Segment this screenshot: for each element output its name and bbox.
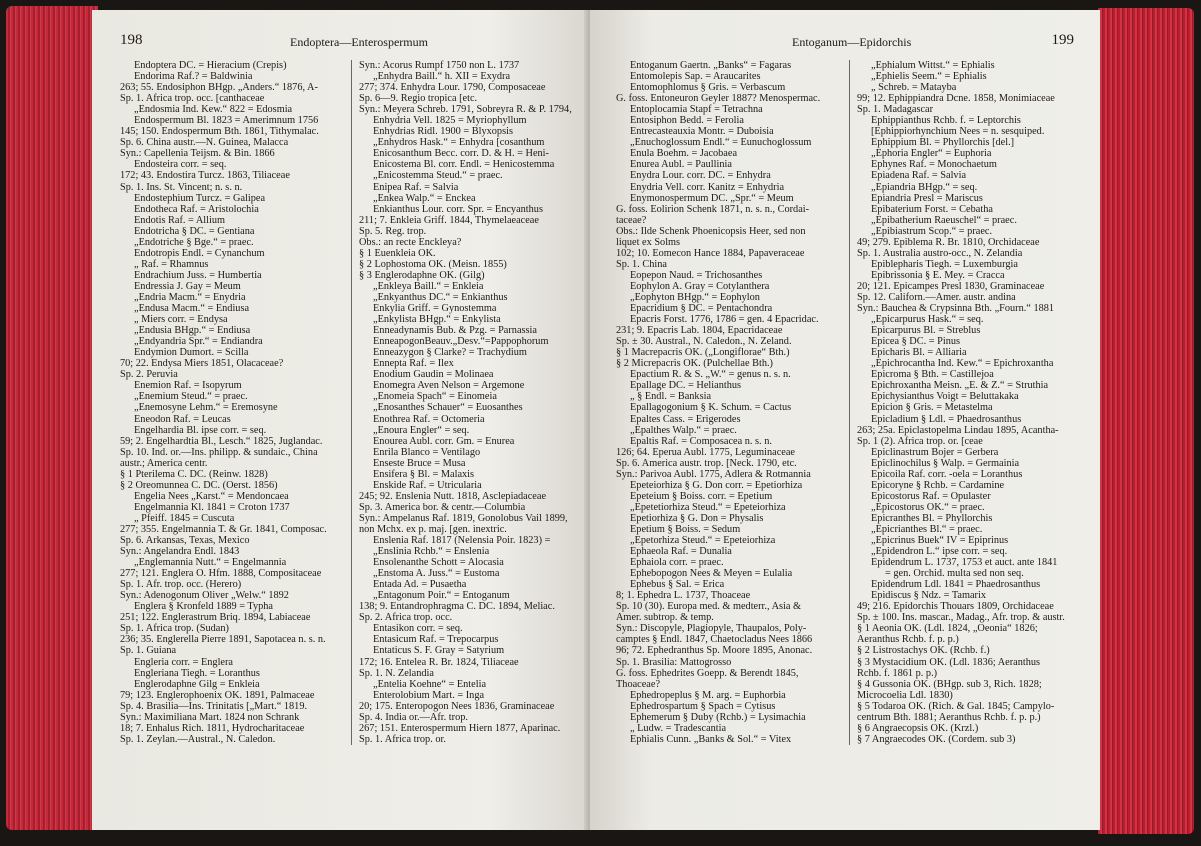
dictionary-entry-line: Epichroxantha Meisn. „E. & Z.“ = Struthia — [871, 380, 1049, 392]
dictionary-entry-line: Enskide Raf. = Utricularia — [373, 479, 482, 491]
dictionary-entry-line: Sp. 1 (2). Africa trop. or. [ceae — [857, 435, 983, 447]
dictionary-entry-line: 99; 12. Ephippiandra Dcne. 1858, Monimiaceae — [857, 93, 1055, 105]
dictionary-entry-line: „Enkyanthus DC.“ = Enkianthus — [373, 291, 508, 303]
dictionary-entry-line: § 1 Aeonia OK. (Ldl. 1824, „Oeonia“ 1826; — [857, 623, 1038, 635]
dictionary-entry-line: Epibrissonia § E. Mey. = Cracca — [871, 269, 1005, 281]
dictionary-entry-line: Epacris Forst. 1776, 1786 = gen. 4 Epacridac. — [630, 314, 819, 326]
dictionary-entry-line: „Endyandria Spr.“ = Endiandra — [134, 336, 263, 348]
dictionary-entry-line: § 1 Macrepacris OK. („Longiflorae“ Bth.) — [616, 347, 790, 359]
dictionary-entry-line: § 3 Englerodaphne OK. (Gilg) — [359, 269, 485, 281]
right-page — [590, 10, 1100, 830]
dictionary-entry-line: § 2 Lophostoma OK. (Meisn. 1855) — [359, 258, 507, 270]
dictionary-entry-line: Entrecasteauxia Montr. = Duboisia — [630, 126, 774, 138]
dictionary-entry-line: Enneadynamis Bub. & Pzg. = Parnassia — [373, 325, 537, 337]
dictionary-entry-line: „Endria Macm.“ = Enydria — [134, 291, 246, 303]
dictionary-entry-line: liquet ex Solms — [616, 236, 681, 248]
dictionary-entry-line: Engleriana Tiegh. = Loranthus — [134, 667, 260, 679]
dictionary-entry-line: 277; 374. Enhydra Lour. 1790, Composaceae — [359, 82, 546, 94]
dictionary-entry-line: EnneapogonBeauv.„Desv.“=Pappophorum — [373, 336, 549, 348]
dictionary-entry-line: Engelhardia Bl. ipse corr. = seq. — [134, 424, 267, 436]
dictionary-entry-line: Endoptera DC. = Hieracium (Crepis) — [134, 60, 287, 71]
dictionary-entry-line: Eophylon A. Gray = Cotylanthera — [630, 280, 770, 292]
dictionary-entry-line: Epicharis Bl. = Alliaria — [871, 347, 967, 359]
dictionary-entry-line: Epetiorhiza § G. Don = Physalis — [630, 512, 764, 524]
dictionary-entry-line: „Epicostorus OK.“ = praec. — [871, 501, 985, 513]
dictionary-entry-line: Epiclinastrum Bojer = Gerbera — [871, 446, 999, 458]
dictionary-entry-line: „Enslinia Rchb.“ = Enslenia — [373, 546, 490, 558]
dictionary-entry-line: Enicosanthum Becc. corr. D. & H. = Heni- — [373, 148, 549, 160]
dictionary-entry-line: Sp. 6. China austr.—N. Guinea, Malacca — [120, 137, 289, 149]
dictionary-entry-line: „Epiandria BHgp.“ = seq. — [871, 181, 978, 193]
dictionary-entry-line: Ephaeola Raf. = Dunalia — [630, 546, 732, 558]
dictionary-entry-line: Ephaiola corr. = praec. — [630, 557, 724, 569]
dictionary-entry-line: 245; 92. Enslenia Nutt. 1818, Asclepiadaceae — [359, 490, 547, 502]
dictionary-entry-line: „Epicrianthes Bl.“ = praec. — [871, 523, 983, 535]
running-head-left: Endoptera—Enterospermum — [290, 35, 428, 49]
dictionary-entry-line: Syn.: Adenogonum Oliver „Welw.“ 1892 — [120, 590, 289, 602]
dictionary-entry-line: = gen. Orchid. multa sed non seq. — [885, 568, 1024, 580]
dictionary-entry-line: Endotheca Raf. = Aristolochia — [134, 203, 259, 215]
dictionary-entry-line: 18; 7. Enhalus Rich. 1811, Hydrocharitaceae — [120, 722, 305, 734]
dictionary-entry-line: Sp. 1. Zeylan.—Austral., N. Caledon. — [120, 733, 276, 745]
dictionary-entry-line: „Ephoria Engler“ = Euphoria — [871, 148, 992, 160]
dictionary-entry-line: 145; 150. Endospermum Bth. 1861, Tithymalac. — [120, 126, 319, 138]
dictionary-entry-line: Epichysianthus Voigt = Beluttakaka — [871, 391, 1019, 403]
dictionary-entry-line: „Englemannia Nutt.“ = Engelmannia — [134, 557, 287, 569]
dictionary-entry-line: Thoaceae? — [616, 678, 661, 690]
dictionary-entry-line: Ephedrospartum § Spach = Cytisus — [630, 700, 776, 712]
dictionary-entry-line: Enkylia Griff. = Gynostemma — [373, 303, 497, 315]
dictionary-entry-line: Obs.: Ilde Schenk Phoenicopsis Heer, sed non — [616, 225, 806, 237]
dictionary-entry-line: 8; 1. Ephedra L. 1737, Thoaceae — [616, 590, 751, 602]
dictionary-entry-line: § 2 Oreomunnea C. DC. (Oerst. 1856) — [120, 479, 278, 491]
right-page-column-1 — [616, 60, 850, 745]
book-edge-right — [1098, 8, 1194, 834]
dictionary-entry-line: Enslenia Raf. 1817 (Nelensia Poir. 1823) = — [373, 535, 551, 547]
dictionary-entry-line: Sp. 10. Ind. or.—Ins. philipp. & sundaic., China — [120, 446, 318, 458]
dictionary-entry-line: 102; 10. Eomecon Hance 1884, Papaveraceae — [616, 247, 805, 259]
dictionary-entry-line: Enodium Gaudin = Molinaea — [373, 369, 494, 381]
dictionary-entry-line: Enhydria Vell. 1825 = Myriophyllum — [373, 115, 527, 127]
dictionary-entry-line: Syn.: Ampelanus Raf. 1819, Gonolobus Vail 1899, — [359, 512, 568, 524]
dictionary-entry-line: Entomolepis Sap. = Araucarites — [630, 71, 761, 83]
dictionary-entry-line: Sp. 4. India or.—Afr. trop. — [359, 711, 468, 723]
dictionary-entry-line: Epallagogonium § K. Schum. = Cactus — [630, 402, 792, 414]
dictionary-entry-line: G. foss. Eolirion Schenk 1871, n. s. n., Cordai- — [616, 203, 810, 215]
dictionary-entry-line: „Entelia Koehne“ = Entelia — [373, 678, 487, 690]
dictionary-entry-line: Enothrea Raf. = Octomeria — [373, 413, 485, 425]
dictionary-entry-line: „ Raf. = Rhamnus — [134, 258, 209, 270]
dictionary-entry-line: Epacridium § DC. = Pentachondra — [630, 303, 773, 315]
dictionary-entry-line: Sp. 6. America austr. trop. [Neck. 1790, etc. — [616, 457, 797, 469]
dictionary-entry-line: Sp. 6—9. Regio tropica [etc. — [359, 93, 478, 105]
dictionary-entry-line: Syn.: Discopyle, Plagiopyle, Thaupalos, Poly- — [616, 623, 807, 635]
dictionary-entry-line: Enseste Bruce = Musa — [373, 457, 466, 469]
dictionary-entry-line: Ephialis Cunn. „Banks & Sol.“ = Vitex — [630, 733, 792, 745]
dictionary-entry-line: „Enhydros Hask.“ = Enhydra [cosanthum — [373, 137, 545, 149]
page-number-right: 199 — [1051, 32, 1074, 48]
dictionary-entry-line: Enula Boehm. = Jacobaea — [630, 148, 738, 160]
dictionary-entry-line: Endymion Dumort. = Scilla — [134, 347, 249, 359]
dictionary-entry-line: Sp. 1. N. Zelandia — [359, 667, 434, 679]
dictionary-entry-line: Entomophlomus § Gris. = Verbascum — [630, 82, 786, 94]
dictionary-entry-line: „Enoura Engler“ = seq. — [373, 424, 470, 436]
dictionary-entry-line: 70; 22. Endysa Miers 1851, Olacaceae? — [120, 358, 284, 370]
dictionary-entry-line: 49; 216. Epidorchis Thouars 1809, Orchidaceae — [857, 601, 1054, 613]
dictionary-entry-line: Sp. 1. China — [616, 258, 667, 270]
running-head-right: Entoganum—Epidorchis — [792, 35, 912, 49]
dictionary-entry-line: Epiclinochilus § Walp. = Germainia — [871, 457, 1020, 469]
dictionary-entry-line: austr.; America centr. — [120, 457, 208, 469]
dictionary-entry-line: Syn.: Meyera Schreb. 1791, Sobreyra R. & P. 1794, — [359, 104, 572, 116]
dictionary-entry-line: „ Miers corr. = Endysa — [134, 314, 228, 326]
dictionary-entry-line: „Eophyton BHgp.“ = Eophylon — [630, 291, 760, 303]
dictionary-entry-line: „Enstoma A. Juss.“ = Eustoma — [373, 568, 500, 580]
dictionary-entry-line: [Ephippiorhynchium Nees = n. sesquiped. — [871, 126, 1045, 138]
dictionary-entry-line: „Enuchoglossum Endl.“ = Eunuchoglossum — [630, 137, 812, 149]
dictionary-entry-line: Epiadena Raf. = Salvia — [871, 170, 967, 182]
dictionary-entry-line: Sp. 1. Ins. St. Vincent; n. s. n. — [120, 181, 243, 193]
dictionary-entry-line: Endrachium Juss. = Humbertia — [134, 269, 262, 281]
dictionary-entry-line: Enurea Aubl. = Paullinia — [630, 159, 732, 171]
dictionary-entry-line: „Enicostemma Steud.“ = praec. — [373, 170, 503, 182]
dictionary-entry-line: 96; 72. Ephedranthus Sp. Moore 1895, Anonac. — [616, 645, 813, 657]
dictionary-entry-line: Sp. 1. Africa trop. (Sudan) — [120, 623, 229, 635]
dictionary-entry-line: „Enemosyne Lehm.“ = Eremosyne — [134, 402, 278, 414]
dictionary-entry-line: Ensolenanthe Schott = Alocasia — [373, 557, 504, 569]
dictionary-entry-line: Obs.: an recte Enckleya? — [359, 236, 462, 248]
dictionary-entry-line: Sp. 1. Brasilia: Mattogrosso — [616, 656, 732, 668]
dictionary-entry-line: Sp. 1. Madagascar — [857, 104, 934, 116]
right-page-header — [616, 32, 1088, 56]
dictionary-entry-line: Engleria corr. = Englera — [134, 656, 234, 668]
dictionary-entry-line: Entasicum Raf. = Trepocarpus — [373, 634, 499, 646]
left-page-header — [120, 32, 574, 56]
left-page — [92, 10, 588, 830]
dictionary-entry-line: Enemion Raf. = Isopyrum — [134, 380, 242, 392]
dictionary-entry-line: Entaticus S. F. Gray = Satyrium — [373, 645, 505, 657]
dictionary-entry-line: Endorima Raf.? = Baldwinia — [134, 71, 253, 83]
dictionary-entry-line: Enomegra Aven Nelson = Argemone — [373, 380, 525, 392]
dictionary-entry-line: § 6 Angraecopsis OK. (Krzl.) — [857, 722, 979, 734]
dictionary-entry-line: Epicostorus Raf. = Opulaster — [871, 490, 991, 502]
dictionary-entry-line: Epetium § Boiss. = Sedum — [630, 523, 741, 535]
dictionary-entry-line: „Enomeia Spach“ = Einomeia — [373, 391, 497, 403]
dictionary-entry-line: Sp. 2. Peruvia — [120, 369, 178, 381]
dictionary-entry-line: Epidendrum Ldl. 1841 = Phaedrosanthus — [871, 579, 1041, 591]
dictionary-entry-line: Enterolobium Mart. = Inga — [373, 689, 485, 701]
dictionary-entry-line: Ephebopogon Nees & Meyen = Eulalia — [630, 568, 793, 580]
dictionary-entry-line: Enhydrias Ridl. 1900 = Blyxopsis — [373, 126, 513, 138]
dictionary-entry-line: 231; 9. Epacris Lab. 1804, Epacridaceae — [616, 325, 783, 337]
dictionary-entry-line: Epiandria Presl = Mariscus — [871, 192, 983, 204]
dictionary-entry-line: Microcoelia Ldl. 1830) — [857, 689, 953, 701]
dictionary-entry-line: Epibaterium Forst. = Cebatha — [871, 203, 993, 215]
dictionary-entry-line: Eopepon Naud. = Trichosanthes — [630, 269, 763, 281]
dictionary-entry-line: Epactium R. & S. „W.“ = genus n. s. n. — [630, 369, 791, 381]
dictionary-entry-line: Epicoila Raf. corr. -oela = Loranthus — [871, 468, 1023, 480]
dictionary-entry-line: Enneazygon § Clarke? = Trachydium — [373, 347, 527, 359]
dictionary-entry-line: 236; 35. Englerella Pierre 1891, Sapotacea n. s. n. — [120, 634, 326, 646]
dictionary-entry-line: camptes § Endl. 1847, Chaetocladus Nees 1866 — [616, 634, 813, 646]
dictionary-entry-line: Ephippianthus Rchb. f. = Leptorchis — [871, 115, 1021, 127]
dictionary-entry-line: „Epibatherium Raeuschel“ = praec. — [871, 214, 1017, 226]
dictionary-entry-line: „Enemium Steud.“ = praec. — [134, 391, 248, 403]
dictionary-entry-line: Entoganum Gaertn. „Banks“ = Fagaras — [630, 60, 792, 71]
dictionary-entry-line: 20; 175. Enteropogon Nees 1836, Graminaceae — [359, 700, 555, 712]
dictionary-entry-line: Epeteium § Boiss. corr. = Epetium — [630, 490, 773, 502]
dictionary-entry-line: „Ephialum Wittst.“ = Ephialis — [871, 60, 995, 71]
dictionary-entry-line: Entosiphon Bedd. = Ferolia — [630, 115, 744, 127]
dictionary-entry-line: non Mchx. ex p. maj. [gen. inextric. — [359, 523, 507, 535]
dictionary-entry-line: Epicladium § Ldl. = Phaedrosanthus — [871, 413, 1022, 425]
dictionary-entry-line: Syn.: Angelandra Endl. 1843 — [120, 546, 240, 558]
dictionary-entry-line: § 1 Pterilema C. DC. (Reinw. 1828) — [120, 468, 268, 480]
dictionary-entry-line: Entoplocamia Stapf = Tetrachna — [630, 104, 763, 116]
dictionary-entry-line: Eneodon Raf. = Leucas — [134, 413, 231, 425]
dictionary-entry-line: „ Pfeiff. 1845 = Cuscuta — [134, 512, 235, 524]
dictionary-entry-line: Epicion § Gris. = Metastelma — [871, 402, 993, 414]
dictionary-entry-line: Ephippium Bl. = Phyllorchis [del.] — [871, 137, 1015, 149]
dictionary-entry-line: 267; 151. Enterospermum Hiern 1877, Aparinac. — [359, 722, 561, 734]
dictionary-entry-line: Ephynes Raf. = Monochaetum — [871, 159, 997, 171]
right-page-column-2 — [850, 60, 1086, 745]
dictionary-entry-line: „Epicrinus Buek“ IV = Epiprinus — [871, 535, 1009, 547]
page-number-left: 198 — [120, 32, 143, 48]
dictionary-entry-line: Ensifera § Bl. = Malaxis — [373, 468, 475, 480]
dictionary-entry-line: 172; 43. Endostira Turcz. 1863, Tiliaceae — [120, 170, 290, 182]
dictionary-entry-line: Epicroma § Bth. = Castillejoa — [871, 369, 994, 381]
dictionary-entry-line: 251; 122. Englerastrum Briq. 1894, Labiaceae — [120, 612, 311, 624]
dictionary-entry-line: Enkianthus Lour. corr. Spr. = Encyanthus — [373, 203, 543, 215]
dictionary-entry-line: „Epibiastrum Scop.“ = praec. — [871, 225, 993, 237]
dictionary-entry-line: Ennepta Raf. = Ilex — [373, 358, 454, 370]
dictionary-entry-line: 211; 7. Enkleia Griff. 1844, Thymelaeaceae — [359, 214, 539, 226]
dictionary-entry-line: Entasikon corr. = seq. — [373, 623, 463, 635]
dictionary-entry-line: Sp. 10 (30). Europa med. & medterr., Asia & — [616, 601, 802, 613]
dictionary-entry-line: taceae? — [616, 214, 647, 226]
dictionary-entry-line: Amer. subtrop. & temp. — [616, 612, 714, 624]
dictionary-entry-line: Epiblepharis Tiegh. = Luxemburgia — [871, 258, 1018, 270]
dictionary-entry-line: Endosteira corr. = seq. — [134, 159, 227, 171]
dictionary-entry-line: Ephebus § Sal. = Erica — [630, 579, 725, 591]
dictionary-entry-line: „ § Endl. = Banksia — [630, 391, 712, 403]
dictionary-entry-line: Epicoryne § Rchb. = Cardamine — [871, 479, 1005, 491]
dictionary-entry-line: Syn.: Bauchea & Crypsinna Bth. „Fourn.“ 1881 — [857, 303, 1055, 315]
dictionary-entry-line: Sp. 2. Africa trop. occ. — [359, 612, 453, 624]
dictionary-entry-line: Syn.: Parivoa Aubl. 1775, Adlera & Rotmannia — [616, 468, 811, 480]
dictionary-entry-line: Sp. 6. Arkansas, Texas, Mexico — [120, 535, 250, 547]
dictionary-entry-line: Endospermum Bl. 1823 = Amerimnum 1756 — [134, 115, 319, 127]
dictionary-entry-line: Ephemerum § Duby (Rchb.) = Lysimachia — [630, 711, 806, 723]
dictionary-entry-line: „Enkleya Baill.“ = Enkleia — [373, 280, 484, 292]
dictionary-entry-line: „Endusia BHgp.“ = Endiusa — [134, 325, 251, 337]
dictionary-entry-line: „Epetetiorhiza Steud.“ = Epeteiorhiza — [630, 501, 786, 513]
dictionary-entry-line: „ Ludw. = Tradescantia — [630, 722, 727, 734]
dictionary-entry-line: Enydra Lour. corr. DC. = Enhydra — [630, 170, 771, 182]
dictionary-entry-line: „Epichrocantha Ind. Kew.“ = Epichroxantha — [871, 358, 1054, 370]
dictionary-entry-line: Endressia J. Gay = Meum — [134, 280, 241, 292]
dictionary-entry-line: Englera § Kronfeld 1889 = Typha — [134, 601, 274, 613]
dictionary-entry-line: 126; 64. Eperua Aubl. 1775, Leguminaceae — [616, 446, 795, 458]
dictionary-entry-line: „Endusa Macm.“ = Endiusa — [134, 303, 250, 315]
dictionary-entry-line: „Enosanthes Schauer“ = Euosanthes — [373, 402, 523, 414]
dictionary-entry-line: 263; 55. Endosiphon BHgp. „Anders.“ 1876, A- — [120, 82, 318, 94]
dictionary-entry-line: Enipea Raf. = Salvia — [373, 181, 459, 193]
dictionary-entry-line: „Entagonum Poir.“ = Entoganum — [373, 590, 510, 602]
dictionary-entry-line: Syn.: Maximiliana Mart. 1824 non Schrank — [120, 711, 300, 723]
dictionary-entry-line: Sp. 1. Guiana — [120, 645, 177, 657]
dictionary-entry-line: „Ephielis Seem.“ = Ephialis — [871, 71, 987, 83]
dictionary-entry-line: Epaltis Raf. = Composacea n. s. n. — [630, 435, 772, 447]
dictionary-entry-line: Epicranthes Bl. = Phyllorchis — [871, 512, 993, 524]
dictionary-entry-line: „Enkylista BHgp.“ = Enkylista — [373, 314, 501, 326]
book-edge-left — [6, 6, 98, 830]
dictionary-entry-line: Endostephium Turcz. = Galipea — [134, 192, 266, 204]
dictionary-entry-line: Epidiscus § Ndz. = Tamarix — [871, 590, 986, 602]
dictionary-entry-line: § 4 Gussonia OK. (BHgp. sub 3, Rich. 1828; — [857, 678, 1042, 690]
dictionary-entry-line: centrum Bth. 1881; Aeranthus Rchb. f. p. p.) — [857, 711, 1041, 723]
dictionary-entry-line: 138; 9. Entandrophragma C. DC. 1894, Meliac. — [359, 601, 555, 613]
dictionary-entry-line: Sp. ± 100. Ins. mascar., Madag., Afr. trop. & austr. — [857, 612, 1065, 624]
dictionary-entry-line: Syn.: Acorus Rumpf 1750 non L. 1737 — [359, 60, 520, 71]
dictionary-entry-line: Endotricha § DC. = Gentiana — [134, 225, 255, 237]
dictionary-entry-line: Sp. 1. Australia austro-occ., N. Zelandia — [857, 247, 1023, 259]
dictionary-entry-line: Engelia Nees „Karst.“ = Mendoncaea — [134, 490, 289, 502]
dictionary-entry-line: 79; 123. Englerophoenix OK. 1891, Palmaceae — [120, 689, 315, 701]
dictionary-entry-line: Epicarpurus Bl. = Streblus — [871, 325, 981, 337]
dictionary-entry-line: Sp. 1. Afr. trop. occ. (Herero) — [120, 579, 242, 591]
dictionary-entry-line: Enicostema Bl. corr. Endl. = Henicostemma — [373, 159, 555, 171]
dictionary-entry-line: § 5 Todaroa OK. (Rich. & Gal. 1845; Campylo- — [857, 700, 1055, 712]
dictionary-entry-line: Epeteiorhiza § G. Don corr. = Epetiorhiza — [630, 479, 803, 491]
dictionary-entry-line: „Epidendron L.“ ipse corr. = seq. — [871, 546, 1008, 558]
dictionary-entry-line: „Endotriche § Bge.“ = praec. — [134, 236, 254, 248]
dictionary-entry-line: 20; 121. Epicampes Presl 1830, Graminaceae — [857, 280, 1045, 292]
dictionary-entry-line: 277; 121. Englera O. Hfm. 1888, Compositaceae — [120, 568, 322, 580]
dictionary-entry-line: Enourea Aubl. corr. Gm. = Enurea — [373, 435, 515, 447]
dictionary-entry-line: 172; 16. Entelea R. Br. 1824, Tiliaceae — [359, 656, 519, 668]
dictionary-entry-line: Entada Ad. = Pusaetha — [373, 579, 467, 591]
dictionary-entry-line: Epidendrum L. 1737, 1753 et auct. ante 1841 — [871, 557, 1058, 569]
dictionary-entry-line: § 7 Angraecodes OK. (Cordem. sub 3) — [857, 733, 1016, 745]
dictionary-entry-line: § 3 Mystacidium OK. (Ldl. 1836; Aeranthus — [857, 656, 1041, 668]
dictionary-entry-line: G. foss. Entoneuron Geyler 1887? Menospermac. — [616, 93, 821, 105]
dictionary-entry-line: „Epalthes Walp.“ = praec. — [630, 424, 737, 436]
dictionary-entry-line: Sp. 4. Brasilia—Ins. Trinitatis [„Mart.“ 1819. — [120, 700, 308, 712]
dictionary-entry-line: 263; 25a. Epiclastopelma Lindau 1895, Acantha- — [857, 424, 1059, 436]
dictionary-entry-line: Endotropis Endl. = Cynanchum — [134, 247, 265, 259]
dictionary-entry-line: Sp. 1. Africa trop. or. — [359, 733, 446, 745]
dictionary-entry-line: Sp. 3. America bor. & centr.—Columbia — [359, 501, 526, 513]
dictionary-entry-line: „Enhydra Baill.“ h. XII = Exydra — [373, 71, 511, 83]
dictionary-entry-line: Epaltes Cass. = Erigerodes — [630, 413, 741, 425]
dictionary-entry-line: Sp. 5. Reg. trop. — [359, 225, 427, 237]
dictionary-entry-line: G. foss. Ephedrites Goepp. & Berendt 1845, — [616, 667, 799, 679]
dictionary-entry-line: Endotis Raf. = Allium — [134, 214, 226, 226]
left-page-column-2 — [352, 60, 574, 745]
dictionary-entry-line: Ephedropeplus § M. arg. = Euphorbia — [630, 689, 786, 701]
dictionary-entry-line: Rchb. f. 1861 p. p.) — [857, 667, 938, 679]
left-page-column-1 — [120, 60, 352, 745]
dictionary-entry-line: § 2 Micrepacris OK. (Pulchellae Bth.) — [616, 358, 773, 370]
dictionary-entry-line: „Enkea Walp.“ = Enckea — [373, 192, 476, 204]
dictionary-entry-line: Enrila Blanco = Ventilago — [373, 446, 481, 458]
dictionary-entry-line: Sp. 12. Californ.—Amer. austr. andina — [857, 291, 1016, 303]
dictionary-entry-line: Epicea § DC. = Pinus — [871, 336, 961, 348]
dictionary-entry-line: 277; 355. Engelmannia T. & Gr. 1841, Composac. — [120, 523, 327, 535]
dictionary-entry-line: „Endosmia Ind. Kew.“ 822 = Edosmia — [134, 104, 293, 116]
dictionary-entry-line: Enydria Vell. corr. Kanitz = Enhydria — [630, 181, 785, 193]
dictionary-entry-line: Sp. 1. Africa trop. occ. [canthaceae — [120, 93, 265, 105]
dictionary-entry-line: „ Schreb. = Matayba — [871, 82, 957, 94]
dictionary-entry-line: Sp. ± 30. Austral., N. Caledon., N. Zeland. — [616, 336, 792, 348]
dictionary-entry-line: „Epetorhiza Steud.“ = Epeteiorhiza — [630, 535, 776, 547]
dictionary-entry-line: § 1 Euenkleia OK. — [359, 247, 436, 259]
dictionary-entry-line: Engelmannia Kl. 1841 = Croton 1737 — [134, 501, 290, 513]
dictionary-entry-line: 49; 279. Epiblema R. Br. 1810, Orchidaceae — [857, 236, 1040, 248]
dictionary-entry-line: „Epicarpurus Hask.“ = seq. — [871, 314, 984, 326]
dictionary-entry-line: Epallage DC. = Helianthus — [630, 380, 742, 392]
dictionary-entry-line: Syn.: Capellenia Teijsm. & Bin. 1866 — [120, 148, 275, 160]
dictionary-entry-line: § 2 Listrostachys OK. (Rchb. f.) — [857, 645, 990, 657]
dictionary-entry-line: 59; 2. Engelhardtia Bl., Lesch.“ 1825, Juglandac. — [120, 435, 323, 447]
dictionary-entry-line: Aeranthus Rchb. f. p. p.) — [857, 634, 959, 646]
dictionary-entry-line: Englerodaphne Gilg = Enkleia — [134, 678, 260, 690]
dictionary-entry-line: Enymonospermum DC. „Spr.“ = Meum — [630, 192, 794, 204]
